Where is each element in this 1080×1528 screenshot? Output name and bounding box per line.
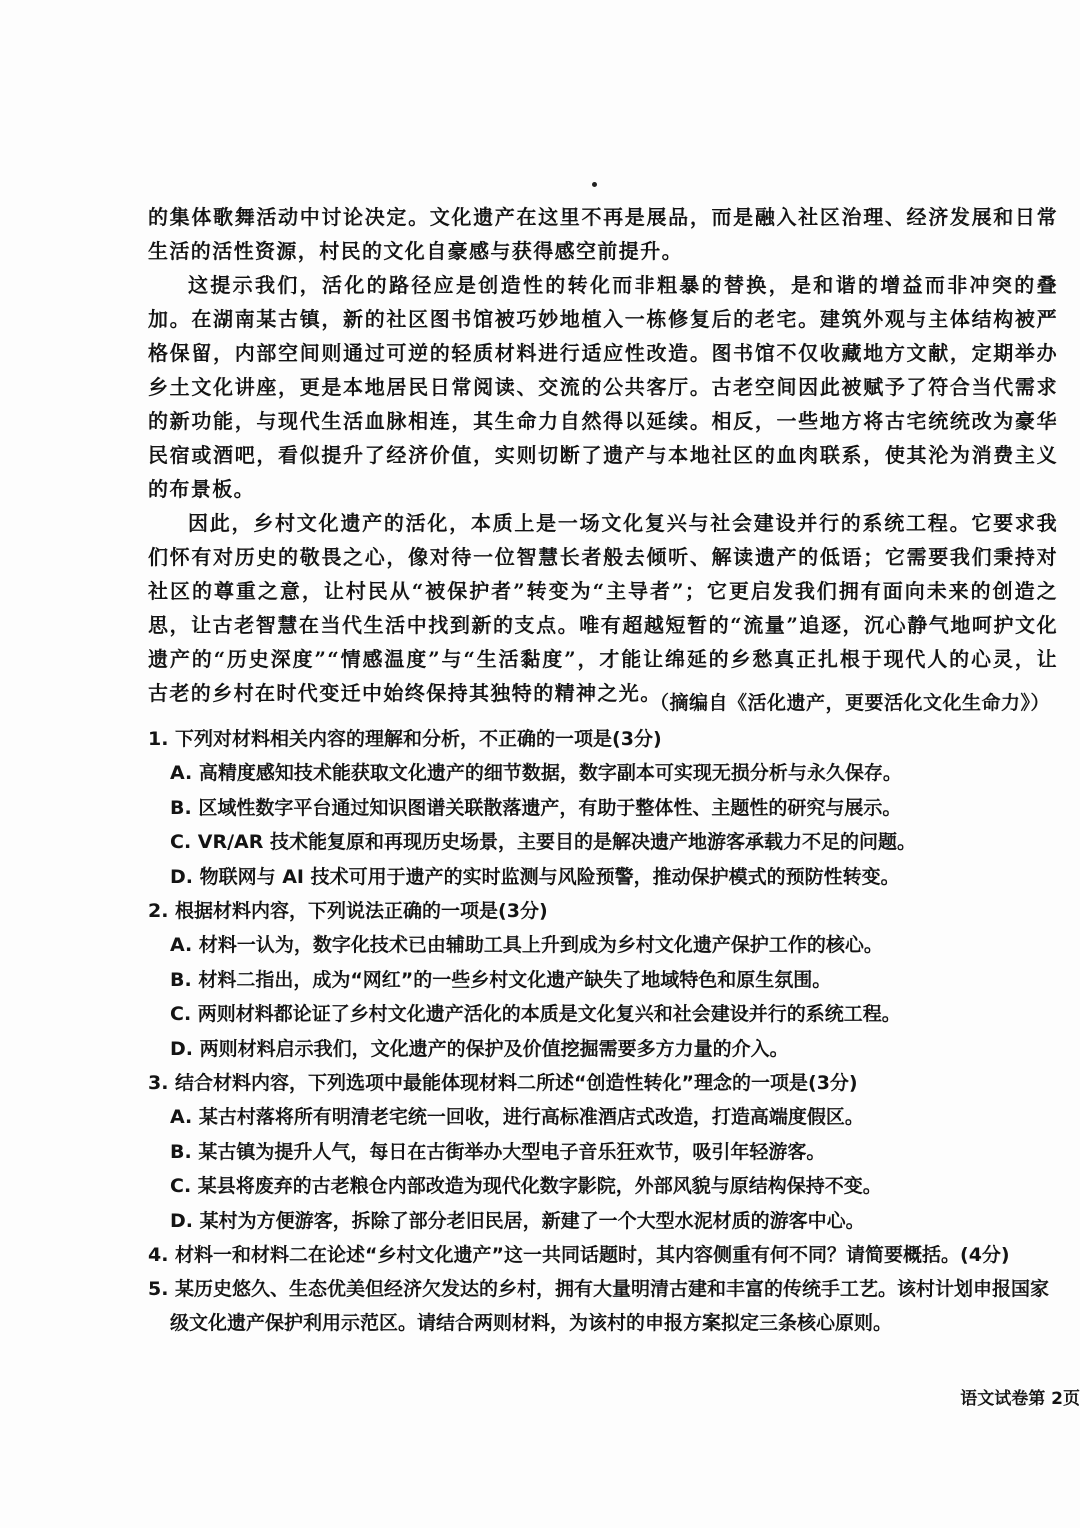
option-d: D. 某村为方便游客，拆除了部分老旧民居，新建了一个大型水泥材质的游客中心。 [170,1209,865,1232]
passage-paragraph-1: 的集体歌舞活动中讨论决定。文化遗产在这里不再是展品，而是融入社区治理、经济发展和日常生活的活性资源，村民的文化自豪感与获得感空前提升。 [148,205,1058,263]
question-list [148,722,1060,1340]
option-b: B. 材料二指出，成为“网红”的一些乡村文化遗产缺失了地域特色和原生氛围。 [170,968,832,991]
option-c: C. 某县将废弃的古老粮仓内部改造为现代化数字影院，外部风貌与原结构保持不变。 [170,1175,882,1197]
option-b: B. 某古镇为提升人气，每日在古街举办大型电子音乐狂欢节，吸引年轻游客。 [170,1140,826,1163]
question-2 [148,894,1060,1066]
question-5 [148,1272,1060,1340]
option-d: D. 两则材料启示我们，文化遗产的保护及价值挖掘需要多方力量的介入。 [170,1037,789,1060]
option-c: C. 两则材料都论证了乡村文化遗产活化的本质是文化复兴和社会建设并行的系统工程。 [170,1003,901,1025]
question-stem: 2. 根据材料内容，下列说法正确的一项是(3分) [148,900,548,922]
question-1 [148,722,1060,894]
page-number: 语文试卷第 2页 [960,1389,1080,1409]
question-stem: 3. 结合材料内容，下列选项中最能体现材料二所述“创造性转化”理念的一项是(3分) [148,1072,858,1094]
passage-paragraph-3: 因此，乡村文化遗产的活化，本质上是一场文化复兴与社会建设并行的系统工程。它要求我们怀有对历史的敬畏之心，像对待一位智慧长者般去倾听、解读遗产的低语；它需要我们秉持对社区的尊重之意，让村民从“被保护者”转变为“主导者”；它更启发我们拥有面向未来的创造之思，让古老智慧在当代生活中找到新的支点。唯有超越短暂的“流量”追逐，沉心静气地呵护文化遗产的“历史深度”“情感温度”与“生活黏度”，才能让绵延的乡愁真正扎根于现代人的心灵，让古老的乡村在时代变迁中始终保持其独特的精神之光。 [148,511,1058,705]
question-stem: 4. 材料一和材料二在论述“乡村文化遗产”这一共同话题时，其内容侧重有何不同？请简要概括。(4分) [148,1244,1010,1266]
passage-paragraph-2: 这提示我们，活化的路径应是创造性的转化而非粗暴的替换，是和谐的增益而非冲突的叠加。在湖南某古镇，新的社区图书馆被巧妙地植入一栋修复后的老宅。建筑外观与主体结构被严格保留，内部空间则通过可逆的轻质材料进行适应性改造。图书馆不仅收藏地方文献，定期举办乡土文化讲座，更是本地居民日常阅读、交流的公共客厅。古老空间因此被赋予了符合当代需求的新功能，与现代生活血脉相连，其生命力自然得以延续。相反，一些地方将古宅统统改为豪华民宿或酒吧，看似提升了经济价值，实则切断了遗产与本地社区的血肉联系，使其沦为消费主义的布景板。 [148,273,1058,501]
option-b: B. 区域性数字平台通过知识图谱关联散落遗产，有助于整体性、主题性的研究与展示。 [170,796,902,819]
reading-passage [148,200,1058,710]
question-3 [148,1066,1060,1238]
option-a: A. 材料一认为，数字化技术已由辅助工具上升到成为乡村文化遗产保护工作的核心。 [170,934,883,956]
question-stem: 1. 下列对材料相关内容的理解和分析，不正确的一项是(3分) [148,728,662,750]
question-stem: 5. 某历史悠久、生态优美但经济欠发达的乡村，拥有大量明清古建和丰富的传统手工艺。该村计划申报国家级文化遗产保护利用示范区。请结合两则材料，为该村的申报方案拟定三条核心原则。 [148,1278,1050,1334]
option-a: A. 高精度感知技术能获取文化遗产的细节数据，数字副本可实现无损分析与永久保存。 [170,762,902,784]
passage-source: （摘编自《活化遗产，更要活化文化生命力》） [649,692,1050,714]
option-a: A. 某古村落将所有明清老宅统一回收，进行高标准酒店式改造，打造高端度假区。 [170,1106,864,1128]
option-c: C. VR/AR 技术能复原和再现历史场景，主要目的是解决遗产地游客承载力不足的问题。 [170,831,917,853]
question-4 [148,1238,1060,1272]
ink-dot [592,182,597,187]
option-d: D. 物联网与 AI 技术可用于遗产的实时监测与风险预警，推动保护模式的预防性转变。 [170,865,900,888]
